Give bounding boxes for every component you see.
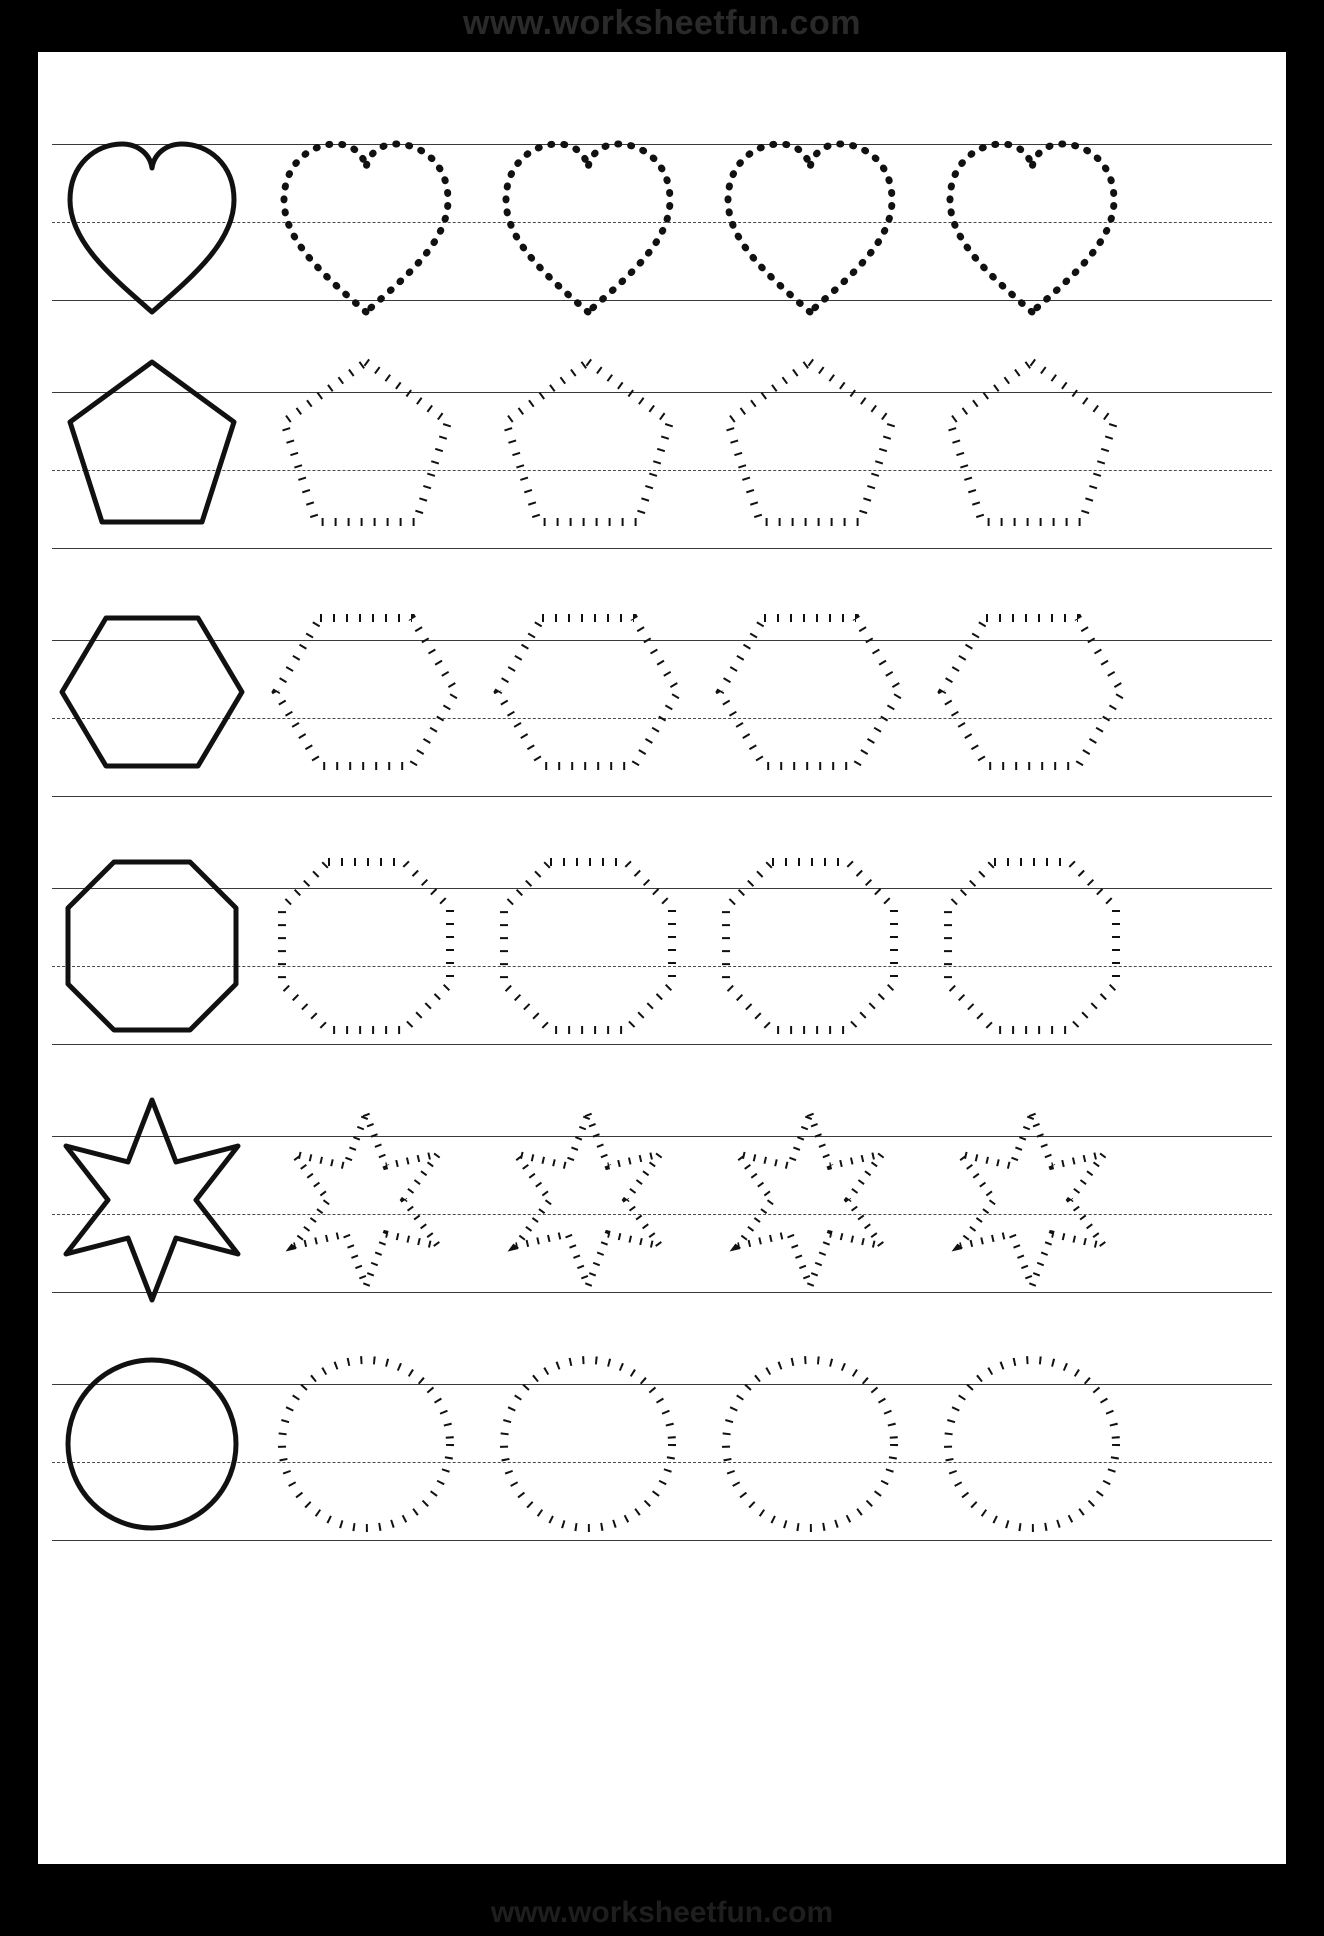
trace-shape-octagon[interactable] [266,836,466,1076]
trace-shape-circle[interactable] [488,1332,688,1572]
row-pentagon [38,340,1286,580]
trace-shape-star[interactable] [266,1084,466,1324]
model-shape-circle [52,1332,252,1572]
row-star [38,1084,1286,1324]
trace-shape-octagon[interactable] [710,836,910,1076]
worksheet-sheet [38,52,1286,1864]
watermark-bottom: www.worksheetfun.com [490,1896,834,1929]
row-heart [38,92,1286,332]
trace-shape-hexagon[interactable] [932,588,1132,828]
trace-shape-circle[interactable] [710,1332,910,1572]
trace-shape-hexagon[interactable] [488,588,688,828]
trace-shape-pentagon[interactable] [710,340,910,580]
trace-shape-circle[interactable] [266,1332,466,1572]
trace-shape-pentagon[interactable] [266,340,466,580]
trace-shape-octagon[interactable] [488,836,688,1076]
watermark-top: www.worksheetfun.com [463,4,861,42]
trace-shape-star[interactable] [932,1084,1132,1324]
model-shape-heart [52,92,252,332]
model-shape-octagon [52,836,252,1076]
trace-shape-hexagon[interactable] [266,588,466,828]
trace-shape-star[interactable] [710,1084,910,1324]
trace-shape-heart[interactable] [488,92,688,332]
trace-shape-circle[interactable] [932,1332,1132,1572]
trace-shape-octagon[interactable] [932,836,1132,1076]
model-shape-hexagon [52,588,252,828]
row-hexagon [38,588,1286,828]
trace-shape-pentagon[interactable] [932,340,1132,580]
row-circle [38,1332,1286,1572]
trace-shape-heart[interactable] [710,92,910,332]
trace-shape-heart[interactable] [266,92,466,332]
row-octagon [38,836,1286,1076]
trace-shape-heart[interactable] [932,92,1132,332]
model-shape-pentagon [52,340,252,580]
model-shape-star [52,1084,252,1324]
trace-shape-hexagon[interactable] [710,588,910,828]
trace-shape-star[interactable] [488,1084,688,1324]
trace-shape-pentagon[interactable] [488,340,688,580]
